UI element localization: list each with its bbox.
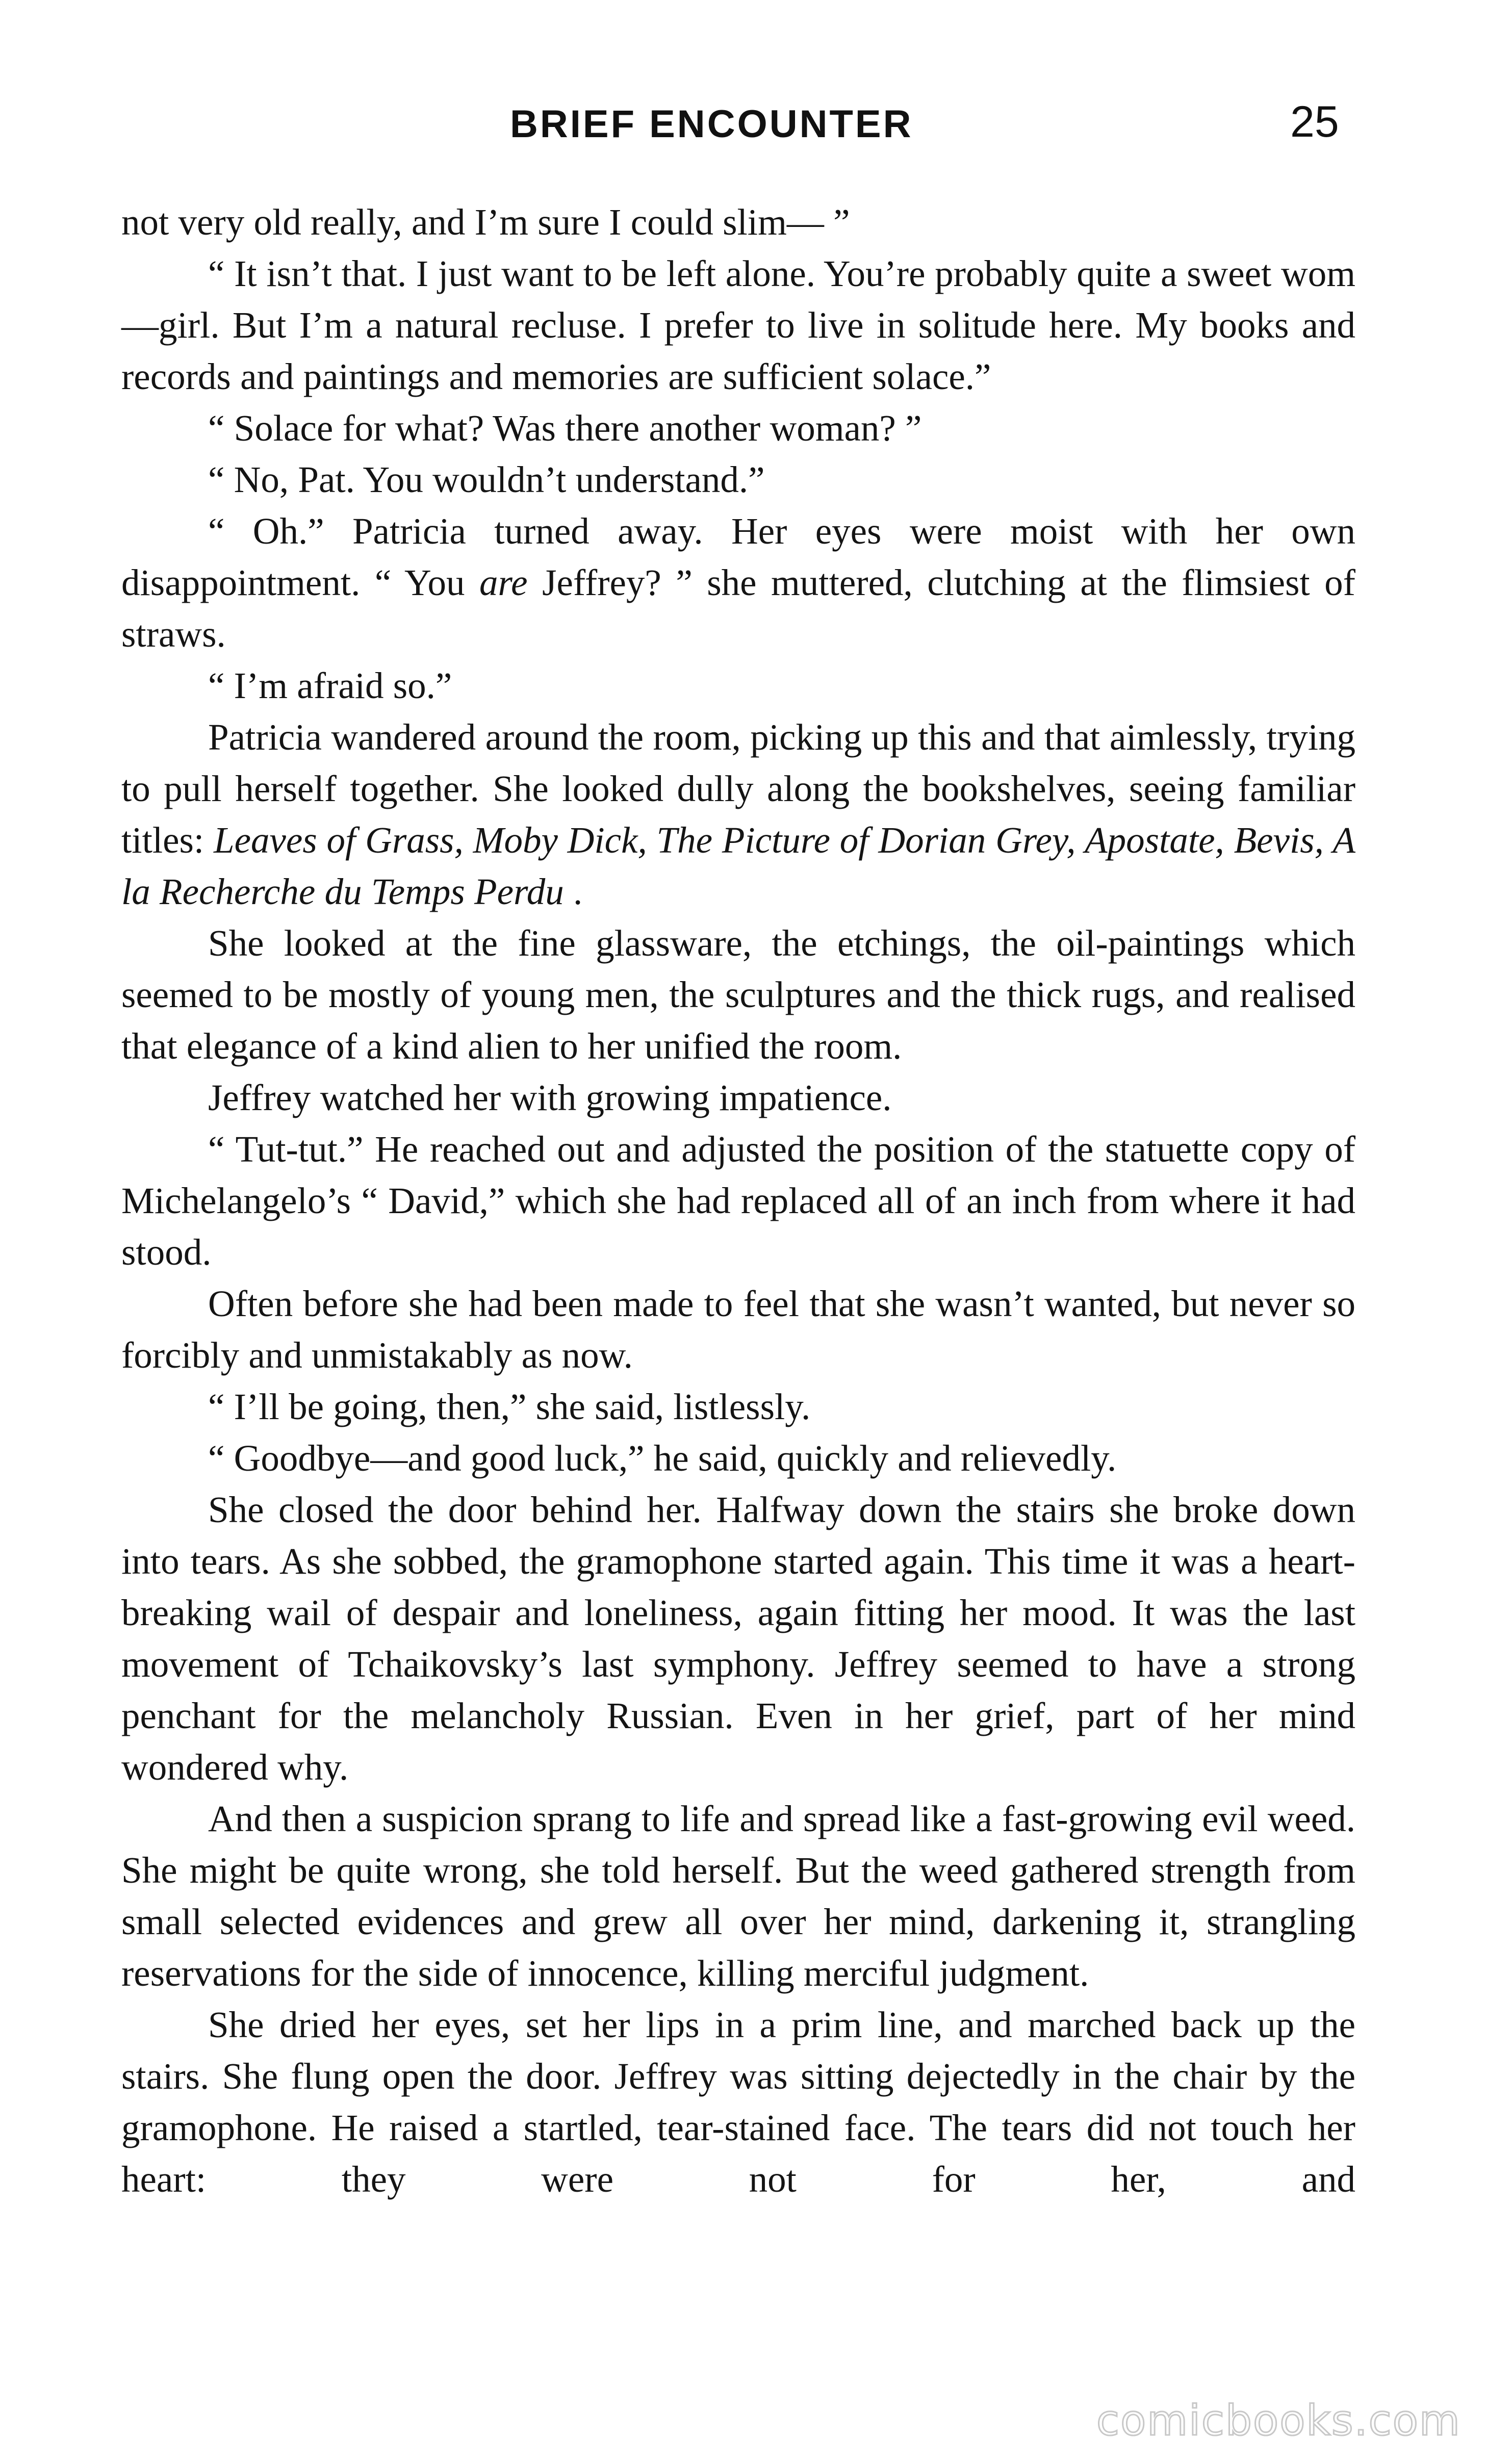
- page-number: 25: [1290, 97, 1339, 146]
- text-span: “ Tut-tut.” He reached out and adjusted the position of the statuette copy of Michelangelo’s “ David,” which she had replaced all of an inch from where it had stood.: [121, 1128, 1355, 1273]
- text-span: Often before she had been made to feel that she wasn’t wanted, but never so forcibly and unmistakably as now.: [121, 1283, 1355, 1376]
- text-span: Jeffrey watched her with growing impatience.: [208, 1077, 892, 1118]
- paragraph: [121, 1381, 1355, 1432]
- paragraph: [121, 454, 1355, 505]
- italic-text-span: Leaves of Grass, Moby Dick, The Picture of Dorian Grey, Apostate, Bevis, A la Recherche du Temps Perdu: [121, 819, 1355, 912]
- paragraph: [121, 1278, 1355, 1381]
- paragraph: [121, 1793, 1355, 1999]
- paragraph: [121, 1432, 1355, 1484]
- running-head-title: BRIEF ENCOUNTER: [510, 102, 913, 146]
- italic-text-span: are: [479, 562, 528, 603]
- paragraph: [121, 196, 1355, 248]
- paragraph: [121, 711, 1355, 917]
- text-span: She dried her eyes, set her lips in a prim line, and marched back up the stairs. She flung open the door. Jeffrey was sitting dejectedly in the chair by the gramophone. He raised a startled, tear-stained face. The tears did not touch her heart: they were not for her, and: [121, 2004, 1355, 2200]
- paragraph: [121, 1484, 1355, 1793]
- text-span: Jeffrey? ” she muttered, clutching at the flimsiest of straws.: [121, 562, 1355, 655]
- paragraph: [121, 505, 1355, 660]
- text-span: “ I’ll be going, then,” she said, listlessly.: [208, 1386, 811, 1427]
- running-head: [0, 97, 1486, 158]
- text-span: “ Goodbye—and good luck,” he said, quickly and relievedly.: [208, 1438, 1117, 1479]
- paragraph: [121, 248, 1355, 402]
- text-span: And then a suspicion sprang to life and spread like a fast-growing evil weed. She might be quite wrong, she told herself. But the weed gathered strength from small selected evidences and grew all over her mind, darkening it, strangling reservations for the side of innocence, killing merciful judgment.: [121, 1798, 1355, 1994]
- paragraph: [121, 1999, 1355, 2205]
- text-span: not very old really, and I’m sure I could slim— ”: [121, 201, 850, 243]
- paragraph: [121, 1123, 1355, 1278]
- text-span: She looked at the fine glassware, the etchings, the oil-paintings which seemed to be mostly of young men, the sculptures and the thick rugs, and realised that elegance of a kind alien to her unified the room.: [121, 922, 1355, 1067]
- body-text: [121, 196, 1355, 2205]
- text-span: “ It isn’t that. I just want to be left alone. You’re probably quite a sweet wom—girl. But I’m a natural recluse. I prefer to live in solitude here. My books and records and paintings and memories are sufficient solace.”: [121, 253, 1355, 397]
- watermark: comicbooks.com: [1096, 2397, 1461, 2445]
- paragraph: [121, 660, 1355, 711]
- text-span: “ No, Pat. You wouldn’t understand.”: [208, 459, 765, 500]
- text-span: .: [563, 871, 583, 912]
- text-span: “ I’m afraid so.”: [208, 665, 452, 706]
- paragraph: [121, 917, 1355, 1072]
- text-span: “ Solace for what? Was there another woman? ”: [208, 407, 922, 449]
- text-span: “ Oh.” Patricia turned away. Her eyes were moist with her own disappointment. “ You: [121, 510, 1355, 603]
- paragraph: [121, 402, 1355, 454]
- text-span: Patricia wandered around the room, picking up this and that aimlessly, trying to pull herself together. She looked dully along the bookshelves, seeing familiar titles:: [121, 716, 1355, 861]
- paragraph: [121, 1072, 1355, 1123]
- text-span: She closed the door behind her. Halfway down the stairs she broke down into tears. As she sobbed, the gramophone started again. This time it was a heart-breaking wail of despair and loneliness, again fitting her mood. It was the last movement of Tchaikovsky’s last symphony. Jeffrey seemed to have a strong penchant for the melancholy Russian. Even in her grief, part of her mind wondered why.: [121, 1489, 1355, 1788]
